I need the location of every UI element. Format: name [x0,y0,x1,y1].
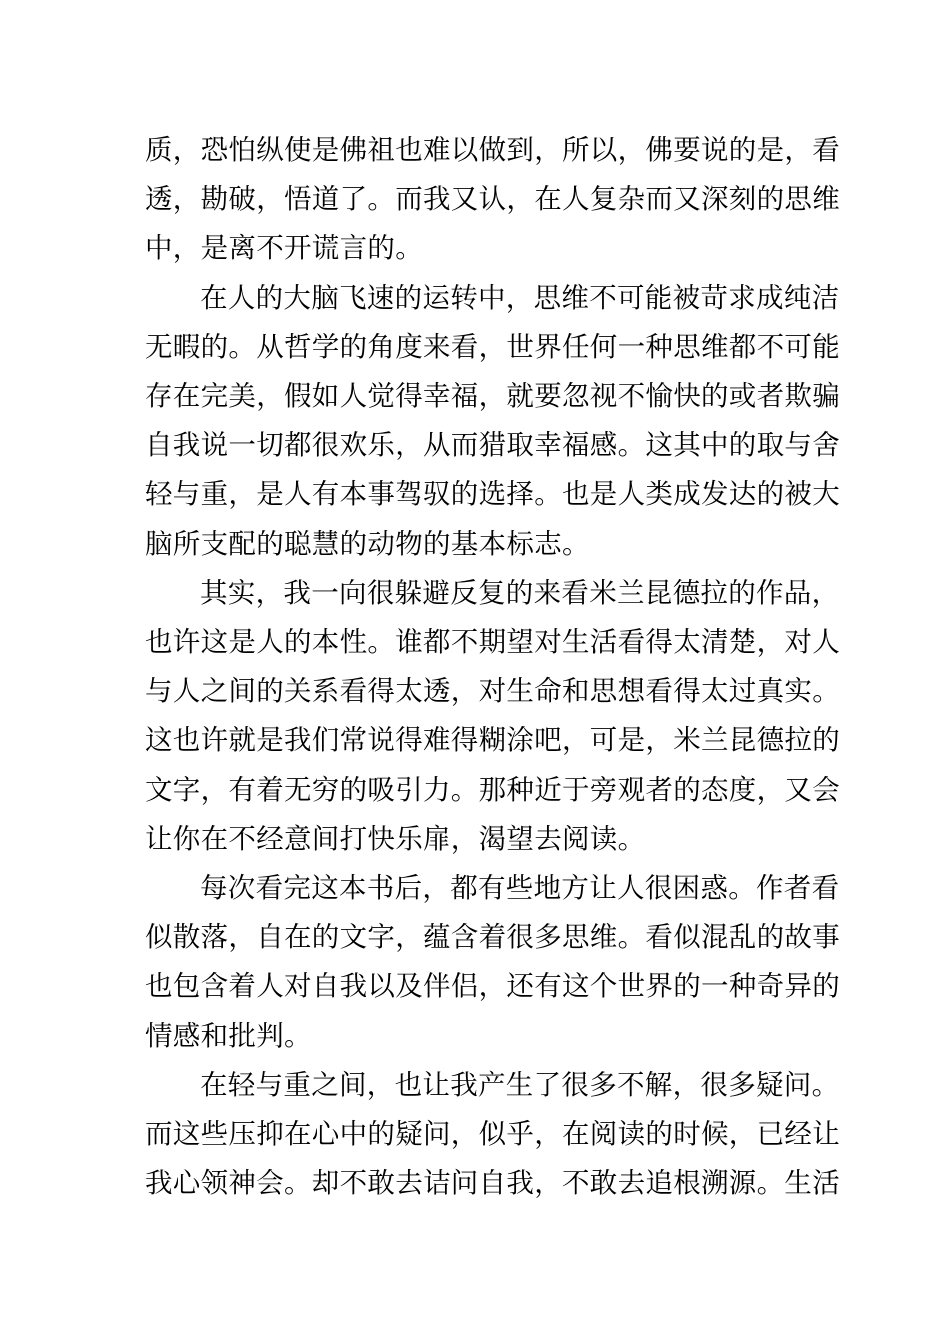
text-line: 每次看完这本书后，都有些地方让人很困惑。作者看 [200,872,840,905]
text-line: 这也许就是我们常说得难得糊涂吧，可是，米兰昆德拉的 [145,724,840,757]
text-line: 情感和批判。 [145,1019,312,1052]
paragraph-5 [145,1061,840,1209]
paragraph-1 [145,126,840,274]
text-line: 让你在不经意间打快乐扉，渴望去阅读。 [145,822,646,855]
text-line: 透，勘破，悟道了。而我又认，在人复杂而又深刻的思维 [145,183,840,216]
text-line: 也包含着人对自我以及伴侣，还有这个世界的一种奇异的 [145,970,840,1003]
paragraph-4 [145,864,840,1061]
text-line: 文字，有着无穷的吸引力。那种近于旁观者的态度，又会 [145,773,840,806]
text-line: 在轻与重之间，也让我产生了很多不解，很多疑问。 [200,1068,840,1101]
text-line: 无暇的。从哲学的角度来看，世界任何一种思维都不可能 [145,330,840,363]
text-line: 我心领神会。却不敢去诘问自我，不敢去追根溯源。生活 [145,1167,840,1200]
text-line: 其实，我一向很躲避反复的来看米兰昆德拉的作品， [200,576,840,609]
text-line: 质，恐怕纵使是佛祖也难以做到，所以，佛要说的是，看 [145,134,840,166]
text-line: 也许这是人的本性。谁都不期望对生活看得太清楚，对人 [145,626,840,659]
text-line: 存在完美，假如人觉得幸福，就要忽视不愉快的或者欺骗 [145,380,840,413]
text-line: 而这些压抑在心中的疑问，似乎，在阅读的时候，已经让 [145,1118,840,1151]
document-body [145,126,840,1208]
text-line: 与人之间的关系看得太透，对生命和思想看得太过真实。 [145,675,840,708]
text-line: 中，是离不开谎言的。 [145,232,423,265]
paragraph-2 [145,274,840,569]
text-line: 似散落，自在的文字，蕴含着很多思维。看似混乱的故事 [145,921,840,954]
paragraph-3 [145,569,840,864]
text-line: 在人的大脑飞速的运转中，思维不可能被苛求成纯洁 [200,281,840,314]
text-line: 轻与重，是人有本事驾驭的选择。也是人类成发达的被大 [145,478,840,511]
text-line: 脑所支配的聪慧的动物的基本标志。 [145,527,590,560]
text-line: 自我说一切都很欢乐，从而猎取幸福感。这其中的取与舍 [145,429,840,462]
